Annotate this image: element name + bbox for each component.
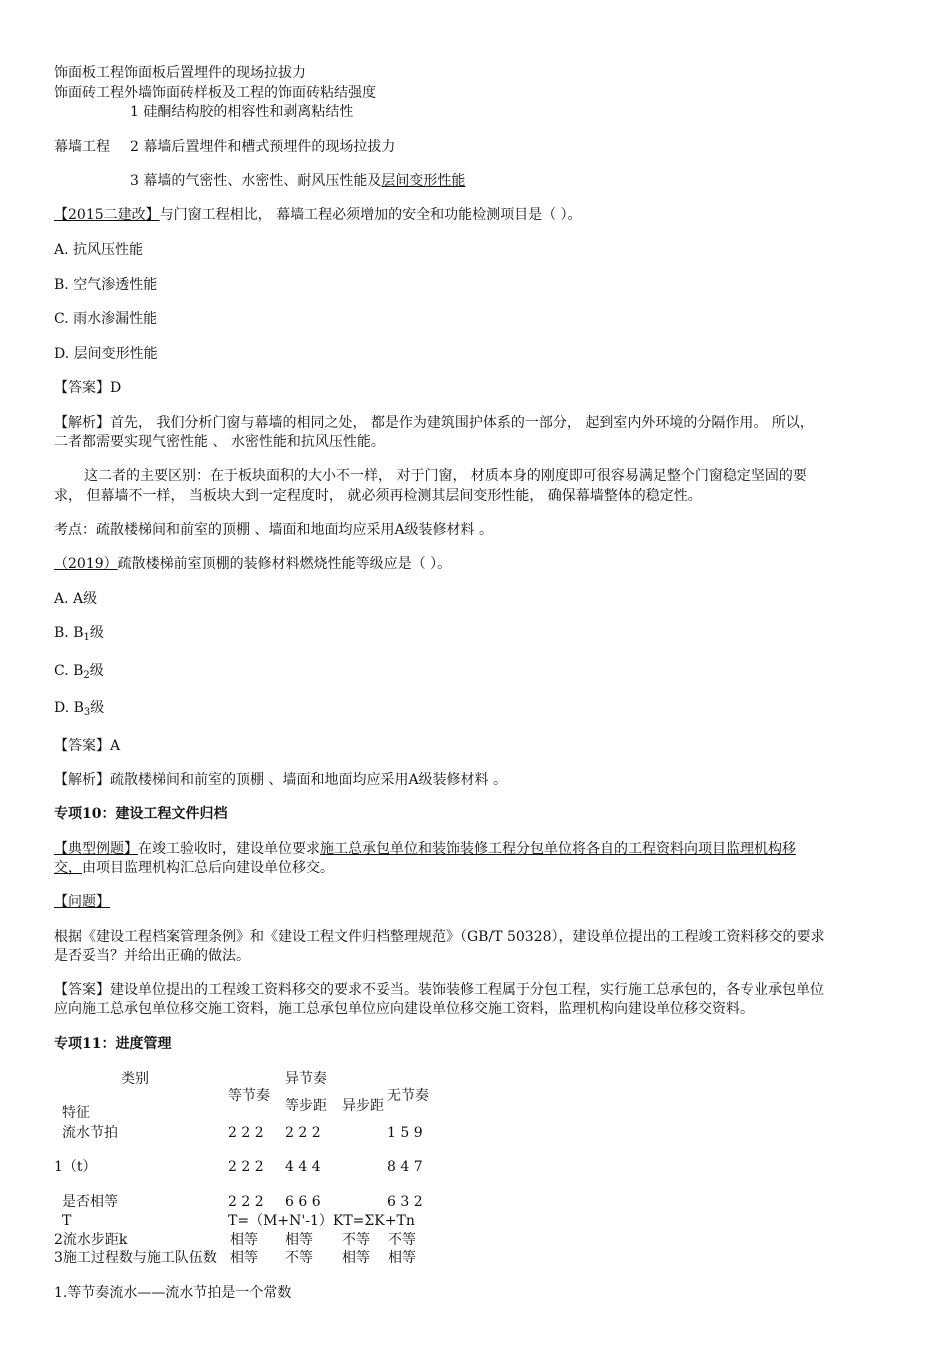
table-row5-eqstep: 相等 bbox=[285, 1232, 313, 1248]
q2-option-d-suffix: 级 bbox=[90, 700, 105, 716]
table-row6-none: 相等 bbox=[388, 1250, 416, 1266]
table-row6-label: 3施工过程数与施工队伍数 bbox=[54, 1250, 217, 1266]
label-curtain-wall: 幕墙工程 bbox=[54, 139, 110, 155]
q1-stem: 与门窗工程相比， 幕墙工程必须增加的安全和功能检测项目是（ ）。 bbox=[159, 207, 582, 223]
q2-option-c-text: C. B bbox=[54, 663, 84, 679]
curtain-item-3-text: 3 幕墙的气密性、水密性、耐风压性能及 bbox=[130, 173, 382, 189]
topic10-example-line-1 bbox=[54, 840, 796, 858]
q2-option-b-sub: 1 bbox=[83, 632, 90, 643]
table-row2-none: 8 4 7 bbox=[387, 1159, 423, 1175]
q2-option-b-suffix: 级 bbox=[89, 625, 104, 641]
table-row6-equal: 相等 bbox=[230, 1250, 258, 1266]
table-header-unequal-step: 异步距 bbox=[342, 1098, 384, 1114]
table-row3-label: 是否相等 bbox=[62, 1194, 118, 1210]
table-header-equal-step: 等步距 bbox=[285, 1098, 327, 1114]
q1-stem-line bbox=[54, 206, 582, 224]
topic10-question-tag-text: 【问题】 bbox=[54, 894, 110, 910]
table-row2-label: 1（t） bbox=[54, 1159, 97, 1175]
topic10-answer-1: 【答案】建设单位提出的工程竣工资料移交的要求不妥当。装饰装修工程属于分包工程，实行施工总承包的，各专业承包单位 bbox=[54, 982, 824, 998]
table-row1-label: 流水节拍 bbox=[62, 1125, 118, 1141]
q1-answer: 【答案】D bbox=[54, 380, 122, 396]
topic10-example-pre: 在竣工验收时，建设单位要求 bbox=[138, 841, 320, 857]
table-row5-label: 2流水步距k bbox=[54, 1232, 128, 1248]
q2-stem-line bbox=[54, 555, 451, 573]
topic10-example-underlined-1: 施工总承包单位和装饰装修工程分包单位将各自的工程资料向项目监理机构移 bbox=[320, 841, 796, 857]
q2-option-d-sub: 3 bbox=[83, 707, 91, 718]
q2-option-d-text: D. B bbox=[54, 700, 84, 716]
line-curtain-item-3 bbox=[130, 172, 465, 190]
table-row2-equal: 2 2 2 bbox=[228, 1159, 264, 1175]
kaodian-line: 考点：疏散楼梯间和前室的顶棚 、墙面和地面均应采用A级装修材料 。 bbox=[54, 522, 494, 538]
q2-option-c-sub: 2 bbox=[83, 670, 90, 681]
q2-stem: 疏散楼梯前室顶棚的装修材料燃烧性能等级应是（ ）。 bbox=[117, 556, 452, 572]
table-row5-none: 不等 bbox=[388, 1232, 416, 1248]
topic10-heading: 专项10：建设工程文件归档 bbox=[54, 806, 228, 822]
table-row2-eqstep: 4 4 4 bbox=[285, 1159, 321, 1175]
q1-explanation-4: 求， 但幕墙不一样， 当板块大到一定程度时， 就必须再检测其层间变形性能， 确保幕墙整体的稳定性。 bbox=[54, 488, 702, 504]
table-row6-diffstep: 相等 bbox=[342, 1250, 370, 1266]
table-row6-eqstep: 不等 bbox=[285, 1250, 313, 1266]
q1-explanation-2: 二者都需要实现气密性能 、 水密性能和抗风压性能。 bbox=[54, 434, 385, 450]
table-header-equal-rhythm: 等节奏 bbox=[228, 1088, 270, 1104]
topic10-question-2: 是否妥当？并给出正确的做法。 bbox=[54, 948, 250, 964]
q1-option-b: B. 空气渗透性能 bbox=[54, 277, 158, 293]
table-row5-diffstep: 不等 bbox=[342, 1232, 370, 1248]
table-header-no-rhythm: 无节奏 bbox=[387, 1088, 429, 1104]
table-row1-equal: 2 2 2 bbox=[228, 1125, 264, 1141]
q1-explanation-1: 【解析】首先， 我们分析门窗与幕墙的相同之处， 都是作为建筑围护体系的一部分， 起到室内外环境的分隔作用。 所以， bbox=[54, 415, 814, 431]
q1-option-d: D. 层间变形性能 bbox=[54, 346, 158, 362]
q2-answer: 【答案】A bbox=[54, 738, 121, 754]
table-row3-equal: 2 2 2 bbox=[228, 1194, 264, 1210]
table-row3-eqstep: 6 6 6 bbox=[285, 1194, 321, 1210]
table-row5-equal: 相等 bbox=[230, 1232, 258, 1248]
line-facing-brick: 饰面砖工程外墙饰面砖样板及工程的饰面砖粘结强度 bbox=[54, 85, 376, 101]
topic10-answer-2: 应向施工总承包单位移交施工资料，施工总承包单位应向建设单位移交施工资料，监理机构向建设单位移交资料。 bbox=[54, 1001, 754, 1017]
line-facing-panel: 饰面板工程饰面板后置埋件的现场拉拔力 bbox=[54, 65, 306, 81]
q2-option-a: A. A级 bbox=[54, 591, 98, 607]
q1-tag: 【2015二建改】 bbox=[54, 207, 160, 223]
q1-option-c: C. 雨水渗漏性能 bbox=[54, 311, 158, 327]
q2-option-c-suffix: 级 bbox=[89, 663, 104, 679]
q2-option-b bbox=[54, 624, 104, 647]
line-curtain-item-2: 2 幕墙后置埋件和槽式预埋件的现场拉拔力 bbox=[130, 139, 396, 155]
table-header-category: 类别 bbox=[121, 1071, 149, 1087]
table-row1-none: 1 5 9 bbox=[387, 1125, 423, 1141]
table-row4-formula: T=（M+N'-1）KT=ΣK+Tn bbox=[228, 1213, 415, 1229]
topic11-heading: 专项11：进度管理 bbox=[54, 1036, 172, 1052]
topic10-example-post: 由项目监理机构汇总后向建设单位移交。 bbox=[82, 860, 334, 876]
table-header-unequal-rhythm: 异节奏 bbox=[285, 1071, 327, 1087]
topic11-note: 1.等节奏流水——流水节拍是一个常数 bbox=[54, 1285, 292, 1301]
table-header-feature: 特征 bbox=[62, 1105, 90, 1121]
q1-explanation-3: 这二者的主要区别：在于板块面积的大小不一样， 对于门窗， 材质本身的刚度即可很容易满足整个门窗稳定坚固的要 bbox=[84, 468, 807, 484]
q1-option-a: A. 抗风压性能 bbox=[54, 242, 144, 258]
line-curtain-item-1: 1 硅酮结构胶的相容性和剥离粘结性 bbox=[130, 104, 354, 120]
q2-explanation: 【解析】疏散楼梯间和前室的顶棚 、墙面和地面均应采用A级装修材料 。 bbox=[54, 772, 508, 788]
curtain-item-3-underlined: 层间变形性能 bbox=[381, 173, 466, 189]
topic10-question-1: 根据《建设工程档案管理条例》和《建设工程文件归档整理规范》（GB/T 50328），建设单位提出的工程竣工资料移交的要求 bbox=[54, 929, 825, 945]
q2-option-c bbox=[54, 662, 104, 685]
table-row3-none: 6 3 2 bbox=[387, 1194, 423, 1210]
table-row1-eqstep: 2 2 2 bbox=[285, 1125, 321, 1141]
topic10-question-tag bbox=[54, 893, 110, 911]
q2-tag: （2019） bbox=[54, 556, 118, 572]
topic10-example-tag: 【典型例题】 bbox=[54, 841, 138, 857]
topic10-example-underlined-2: 交， bbox=[54, 860, 82, 876]
q2-option-d bbox=[54, 699, 104, 722]
table-row4-label: T bbox=[62, 1213, 72, 1229]
topic10-example-line-2 bbox=[54, 859, 334, 877]
q2-option-b-text: B. B bbox=[54, 625, 84, 641]
